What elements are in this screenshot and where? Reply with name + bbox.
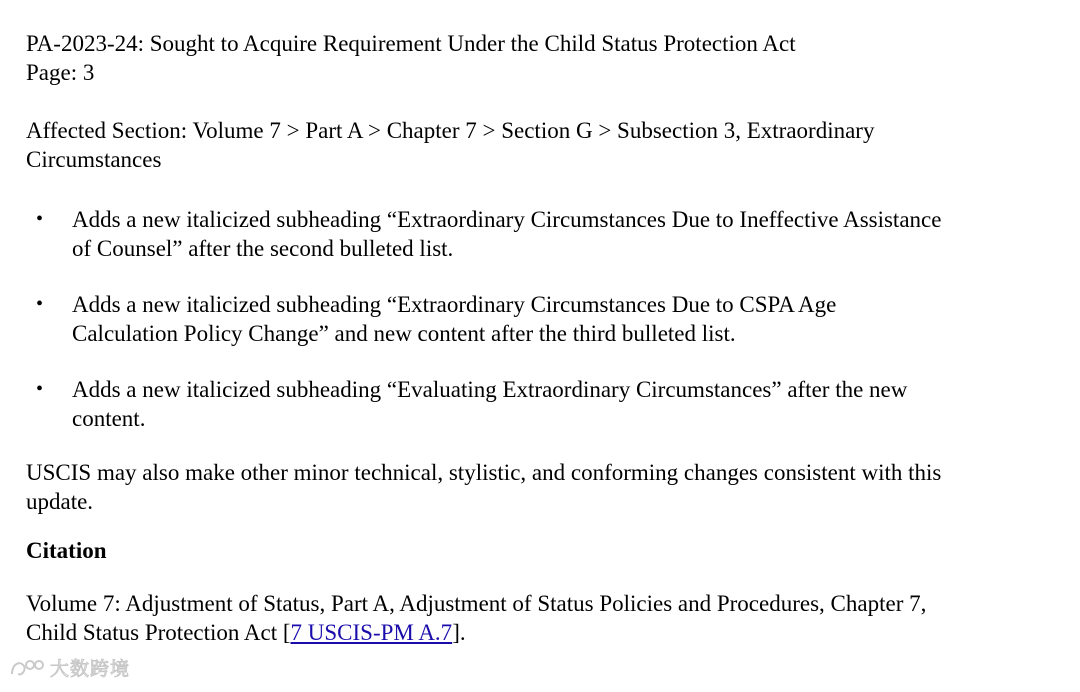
bullet-icon: • (36, 208, 44, 230)
citation-line-1: Volume 7: Adjustment of Status, Part A, Adjustment of Status Policies and Procedures, Chapter 7, (26, 591, 927, 616)
uscis-pm-link[interactable]: 7 USCIS-PM A.7 (290, 620, 453, 645)
list-item-line-1: Adds a new italicized subheading “Evaluating Extraordinary Circumstances” after the new (72, 377, 908, 402)
bullet-icon: • (36, 378, 44, 400)
document-title: PA-2023-24: Sought to Acquire Requirement Under the Child Status Protection Act (26, 31, 796, 56)
changes-list (26, 205, 1056, 433)
minor-changes-note (26, 458, 1056, 516)
citation-line-2 (26, 618, 1056, 647)
bullet-icon: • (36, 293, 44, 315)
note-line-1: USCIS may also make other minor technical, stylistic, and conforming changes consistent with this (26, 460, 942, 485)
citation-text (26, 589, 1056, 647)
watermark-logo-icon (8, 656, 46, 682)
document-header (26, 29, 1056, 87)
affected-section-line-2: Circumstances (26, 147, 162, 172)
watermark-text: 大数跨境 (50, 658, 131, 680)
list-item-line-1: Adds a new italicized subheading “Extraordinary Circumstances Due to CSPA Age (72, 292, 837, 317)
affected-section (26, 116, 1056, 174)
document-page (26, 29, 1056, 647)
list-item-line-2: content. (72, 406, 146, 431)
affected-section-line-1: Affected Section: Volume 7 > Part A > Chapter 7 > Section G > Subsection 3, Extraordinary (26, 118, 875, 143)
citation-heading: Citation (26, 538, 107, 563)
note-line-2: update. (26, 489, 94, 514)
list-item (26, 205, 1056, 263)
citation-prefix: Child Status Protection Act [ (26, 620, 291, 645)
list-item-line-2: Calculation Policy Change” and new content after the third bulleted list. (72, 321, 736, 346)
list-item-line-2: of Counsel” after the second bulleted list. (72, 236, 454, 261)
list-item (26, 290, 1056, 348)
citation-suffix: ]. (452, 620, 466, 645)
watermark (8, 656, 130, 682)
list-item-line-1: Adds a new italicized subheading “Extraordinary Circumstances Due to Ineffective Assistance (72, 207, 942, 232)
page-number: Page: 3 (26, 60, 95, 85)
list-item (26, 375, 1056, 433)
